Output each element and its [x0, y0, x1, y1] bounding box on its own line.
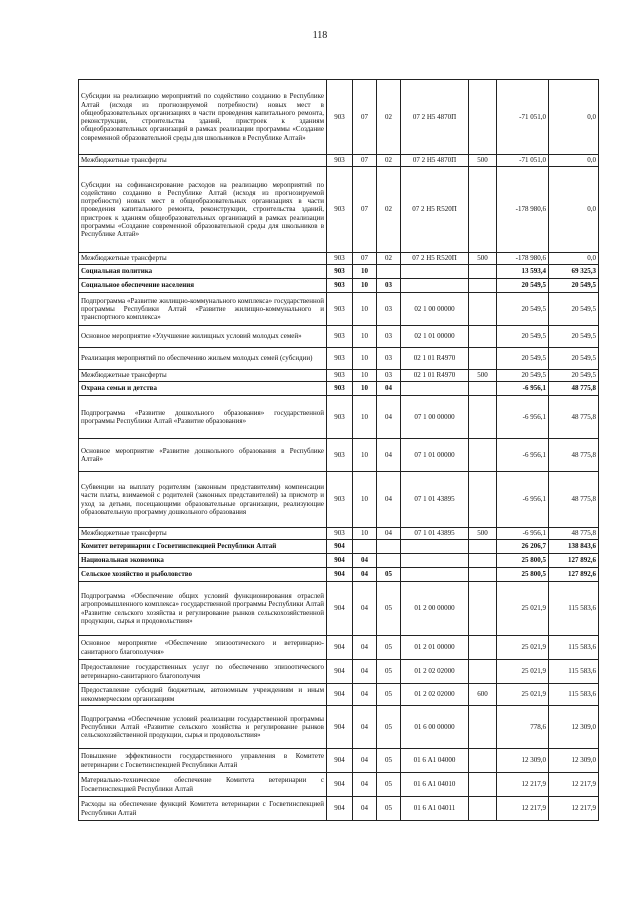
row-section-code: 04	[353, 684, 377, 706]
row-subsection-code: 04	[377, 472, 401, 528]
row-target-article-code	[401, 265, 469, 279]
row-amount-1: 25 021,9	[497, 582, 549, 636]
row-target-article-code: 07 2 Н5 4870П	[401, 155, 469, 167]
page-number: 118	[312, 30, 328, 41]
row-target-article-code	[401, 540, 469, 554]
row-expense-type-code	[469, 554, 497, 568]
row-name: Основное мероприятие «Улучшение жилищных условий молодых семей»	[79, 326, 327, 348]
row-name: Реализация мероприятий по обеспечению жильем молодых семей (субсидии)	[79, 348, 327, 370]
row-section-code: 04	[353, 706, 377, 749]
row-expense-type-code	[469, 293, 497, 326]
row-grbs-code: 903	[327, 326, 353, 348]
table-row	[79, 636, 599, 660]
row-amount-2: 20 549,5	[549, 370, 599, 382]
row-grbs-code: 903	[327, 80, 353, 155]
row-subsection-code: 03	[377, 326, 401, 348]
row-section-code: 10	[353, 348, 377, 370]
table-row	[79, 684, 599, 706]
row-section-code: 10	[353, 265, 377, 279]
row-amount-2: 115 583,6	[549, 582, 599, 636]
row-expense-type-code	[469, 797, 497, 821]
row-name: Подпрограмма «Обеспечение общих условий функционирования отраслей агропромышленного комплекса» государственной программы Республики Алтай «Развитие сельского хозяйства и регулирование рынков сельскохозяйственной продукции, сырья и продовольствия»	[79, 582, 327, 636]
row-name: Подпрограмма «Обеспечение условий реализации государственной программы Республики Алтай «Развитие сельского хозяйства и регулирование рынков сельскохозяйственной продукции, сырья и продовольствия»	[79, 706, 327, 749]
row-section-code: 10	[353, 326, 377, 348]
row-section-code: 10	[353, 439, 377, 472]
row-amount-1: 25 800,5	[497, 568, 549, 582]
row-target-article-code: 07 2 Н5 R520П	[401, 253, 469, 265]
row-amount-1: -178 980,6	[497, 253, 549, 265]
row-target-article-code	[401, 554, 469, 568]
row-subsection-code: 02	[377, 253, 401, 265]
row-grbs-code: 903	[327, 396, 353, 439]
row-grbs-code: 904	[327, 706, 353, 749]
row-expense-type-code: 500	[469, 370, 497, 382]
row-target-article-code: 01 2 01 00000	[401, 636, 469, 660]
table-row	[79, 293, 599, 326]
table-row	[79, 706, 599, 749]
row-expense-type-code: 500	[469, 528, 497, 540]
row-amount-2: 115 583,6	[549, 684, 599, 706]
row-name: Расходы на обеспечение функций Комитета ветеринарии с Госветинспекцией Республики Алтай	[79, 797, 327, 821]
table-row	[79, 660, 599, 684]
row-target-article-code: 07 1 01 43895	[401, 528, 469, 540]
row-amount-1: -6 956,1	[497, 396, 549, 439]
table-row	[79, 528, 599, 540]
row-subsection-code: 03	[377, 348, 401, 370]
row-name: Межбюджетные трансферты	[79, 155, 327, 167]
row-expense-type-code: 500	[469, 253, 497, 265]
row-target-article-code: 07 1 01 43895	[401, 472, 469, 528]
table-row	[79, 568, 599, 582]
row-subsection-code: 05	[377, 636, 401, 660]
row-amount-1: 12 217,9	[497, 797, 549, 821]
table-row	[79, 797, 599, 821]
row-expense-type-code	[469, 636, 497, 660]
row-grbs-code: 903	[327, 348, 353, 370]
row-expense-type-code: 600	[469, 684, 497, 706]
row-name: Подпрограмма «Развитие жилищно-коммунального комплекса» государственной программы Республики Алтай «Развитие жилищно-коммунального и транспортного комплекса»	[79, 293, 327, 326]
row-amount-1: -6 956,1	[497, 439, 549, 472]
row-expense-type-code: 500	[469, 155, 497, 167]
row-amount-1: 12 217,9	[497, 773, 549, 797]
row-grbs-code: 904	[327, 554, 353, 568]
row-expense-type-code	[469, 167, 497, 253]
row-name: Межбюджетные трансферты	[79, 370, 327, 382]
row-target-article-code: 01 6 00 00000	[401, 706, 469, 749]
row-subsection-code: 02	[377, 155, 401, 167]
row-name: Социальная политика	[79, 265, 327, 279]
row-section-code: 07	[353, 253, 377, 265]
row-grbs-code: 903	[327, 528, 353, 540]
row-section-code: 10	[353, 472, 377, 528]
row-amount-2: 0,0	[549, 80, 599, 155]
row-subsection-code: 04	[377, 396, 401, 439]
row-target-article-code	[401, 382, 469, 396]
row-section-code: 10	[353, 293, 377, 326]
row-amount-1: -71 051,0	[497, 80, 549, 155]
row-grbs-code: 904	[327, 636, 353, 660]
row-expense-type-code	[469, 706, 497, 749]
row-amount-2: 115 583,6	[549, 660, 599, 684]
row-section-code: 04	[353, 568, 377, 582]
row-subsection-code	[377, 554, 401, 568]
row-expense-type-code	[469, 749, 497, 773]
table-row	[79, 167, 599, 253]
row-subsection-code: 03	[377, 370, 401, 382]
row-grbs-code: 904	[327, 568, 353, 582]
row-amount-1: 25 800,5	[497, 554, 549, 568]
row-amount-2: 20 549,5	[549, 293, 599, 326]
row-amount-2: 48 775,8	[549, 472, 599, 528]
table-row	[79, 439, 599, 472]
row-grbs-code: 904	[327, 797, 353, 821]
row-section-code: 04	[353, 797, 377, 821]
table-row	[79, 370, 599, 382]
table-row	[79, 554, 599, 568]
row-target-article-code: 01 2 02 02000	[401, 660, 469, 684]
row-section-code: 10	[353, 528, 377, 540]
row-target-article-code: 01 6 А1 04010	[401, 773, 469, 797]
row-grbs-code: 903	[327, 155, 353, 167]
row-name: Сельское хозяйство и рыболовство	[79, 568, 327, 582]
row-subsection-code: 03	[377, 279, 401, 293]
row-section-code: 04	[353, 749, 377, 773]
row-grbs-code: 904	[327, 540, 353, 554]
row-subsection-code: 02	[377, 167, 401, 253]
row-amount-2: 0,0	[549, 253, 599, 265]
row-expense-type-code	[469, 540, 497, 554]
table-row	[79, 396, 599, 439]
row-subsection-code: 02	[377, 80, 401, 155]
row-amount-1: 778,6	[497, 706, 549, 749]
row-subsection-code: 05	[377, 582, 401, 636]
row-name: Основное мероприятие «Обеспечение эпизоотического и ветеринарно-санитарного благополучия»	[79, 636, 327, 660]
row-amount-1: 20 549,5	[497, 279, 549, 293]
row-subsection-code: 05	[377, 660, 401, 684]
table-row	[79, 326, 599, 348]
table-row	[79, 80, 599, 155]
row-amount-1: -6 956,1	[497, 382, 549, 396]
table-row	[79, 773, 599, 797]
table-row	[79, 540, 599, 554]
row-expense-type-code	[469, 660, 497, 684]
row-name: Основное мероприятие «Развитие дошкольного образования в Республике Алтай»	[79, 439, 327, 472]
table-row	[79, 348, 599, 370]
row-expense-type-code	[469, 279, 497, 293]
row-subsection-code: 04	[377, 382, 401, 396]
row-section-code: 04	[353, 773, 377, 797]
row-grbs-code: 903	[327, 279, 353, 293]
row-name: Подпрограмма «Развитие дошкольного образования» государственной программы Республики Алтай «Развитие образования»	[79, 396, 327, 439]
row-name: Материально-техническое обеспечение Комитета ветеринарии с Госветинспекцией Республики Алтай	[79, 773, 327, 797]
row-subsection-code: 05	[377, 773, 401, 797]
row-amount-1: -178 980,6	[497, 167, 549, 253]
row-amount-2: 115 583,6	[549, 636, 599, 660]
row-name: Субвенции на выплату родителям (законным представителям) компенсации части платы, взимаемой с родителей (законных представителей) за присмотр и уход за детьми, посещающими образовательные организации, реализующие образовательную программу дошкольного образования	[79, 472, 327, 528]
row-section-code: 07	[353, 80, 377, 155]
row-target-article-code: 01 6 А1 04000	[401, 749, 469, 773]
budget-table-body	[79, 80, 599, 821]
row-section-code	[353, 540, 377, 554]
table-row	[79, 749, 599, 773]
row-name: Охрана семьи и детства	[79, 382, 327, 396]
row-amount-1: 20 549,5	[497, 293, 549, 326]
row-section-code: 07	[353, 155, 377, 167]
row-grbs-code: 903	[327, 265, 353, 279]
row-expense-type-code	[469, 326, 497, 348]
budget-table	[78, 79, 599, 821]
row-grbs-code: 903	[327, 382, 353, 396]
row-amount-2: 20 549,5	[549, 348, 599, 370]
row-amount-2: 12 309,0	[549, 749, 599, 773]
row-name: Национальная экономика	[79, 554, 327, 568]
table-row	[79, 265, 599, 279]
row-name: Предоставление государственных услуг по обеспечению эпизоотического ветеринарно-санитарного благополучия	[79, 660, 327, 684]
row-subsection-code: 05	[377, 797, 401, 821]
row-amount-2: 138 843,6	[549, 540, 599, 554]
table-row	[79, 582, 599, 636]
row-amount-2: 12 217,9	[549, 773, 599, 797]
row-amount-1: 26 206,7	[497, 540, 549, 554]
row-expense-type-code	[469, 472, 497, 528]
row-target-article-code: 07 1 00 00000	[401, 396, 469, 439]
row-subsection-code: 03	[377, 293, 401, 326]
row-amount-1: 20 549,5	[497, 348, 549, 370]
row-section-code: 10	[353, 396, 377, 439]
row-name: Социальное обеспечение населения	[79, 279, 327, 293]
row-expense-type-code	[469, 265, 497, 279]
table-row	[79, 472, 599, 528]
table-row	[79, 279, 599, 293]
row-amount-2: 20 549,5	[549, 326, 599, 348]
row-name: Повышение эффективности государственного управления в Комитете ветеринарии с Госветинспекцией Республики Алтай	[79, 749, 327, 773]
row-grbs-code: 903	[327, 253, 353, 265]
row-name: Комитет ветеринарии с Госветинспекцией Республики Алтай	[79, 540, 327, 554]
row-amount-2: 48 775,8	[549, 528, 599, 540]
row-target-article-code: 02 1 01 R4970	[401, 370, 469, 382]
row-amount-2: 69 325,3	[549, 265, 599, 279]
row-subsection-code: 04	[377, 528, 401, 540]
row-amount-1: -6 956,1	[497, 472, 549, 528]
row-amount-2: 48 775,8	[549, 439, 599, 472]
row-section-code: 04	[353, 554, 377, 568]
row-amount-2: 127 892,6	[549, 554, 599, 568]
row-section-code: 10	[353, 370, 377, 382]
row-target-article-code: 07 2 Н5 4870П	[401, 80, 469, 155]
row-target-article-code: 07 1 01 00000	[401, 439, 469, 472]
row-target-article-code	[401, 568, 469, 582]
row-target-article-code	[401, 279, 469, 293]
row-amount-1: 25 021,9	[497, 636, 549, 660]
row-name: Межбюджетные трансферты	[79, 253, 327, 265]
row-subsection-code	[377, 265, 401, 279]
row-subsection-code: 05	[377, 568, 401, 582]
row-name: Субсидии на софинансирование расходов на реализацию мероприятий по содействию созданию в Республике Алтай (исходя из прогнозируемой потребности) новых мест в общеобразовательных организациях в части проведения капитального ремонта, реконструкции, строительства зданий, пристроек к зданиям общеобразовательных организаций в рамках реализации программы «Создание современной образовательной среды для школьников в Республике Алтай»	[79, 167, 327, 253]
row-amount-2: 0,0	[549, 155, 599, 167]
row-subsection-code: 05	[377, 749, 401, 773]
row-section-code: 04	[353, 582, 377, 636]
row-amount-2: 20 549,5	[549, 279, 599, 293]
row-subsection-code	[377, 540, 401, 554]
row-subsection-code: 05	[377, 684, 401, 706]
row-expense-type-code	[469, 568, 497, 582]
row-target-article-code: 07 2 Н5 R520П	[401, 167, 469, 253]
row-grbs-code: 904	[327, 773, 353, 797]
row-target-article-code: 01 6 А1 04011	[401, 797, 469, 821]
row-amount-1: 12 309,0	[497, 749, 549, 773]
row-amount-1: 20 549,5	[497, 370, 549, 382]
row-target-article-code: 02 1 00 00000	[401, 293, 469, 326]
row-grbs-code: 904	[327, 660, 353, 684]
row-amount-2: 12 217,9	[549, 797, 599, 821]
row-name: Предоставление субсидий бюджетным, автономным учреждениям и иным некоммерческим организациям	[79, 684, 327, 706]
table-row	[79, 253, 599, 265]
row-amount-2: 0,0	[549, 167, 599, 253]
row-name: Межбюджетные трансферты	[79, 528, 327, 540]
row-subsection-code: 04	[377, 439, 401, 472]
row-section-code: 10	[353, 279, 377, 293]
row-name: Субсидии на реализацию мероприятий по содействию созданию в Республике Алтай (исходя из прогнозируемой потребности) новых мест в общеобразовательных организациях в части проведения капитального ремонта, реконструкции, строительства зданий, пристроек к зданиям общеобразовательных организаций в рамках реализации программы «Создание современной образовательной среды для школьников в Республике Алтай»	[79, 80, 327, 155]
row-amount-1: 25 021,9	[497, 660, 549, 684]
row-expense-type-code	[469, 396, 497, 439]
row-grbs-code: 903	[327, 293, 353, 326]
row-expense-type-code	[469, 773, 497, 797]
row-amount-1: -71 051,0	[497, 155, 549, 167]
row-section-code: 10	[353, 382, 377, 396]
row-section-code: 04	[353, 636, 377, 660]
row-target-article-code: 01 2 00 00000	[401, 582, 469, 636]
row-target-article-code: 02 1 01 R4970	[401, 348, 469, 370]
row-amount-2: 48 775,8	[549, 396, 599, 439]
row-amount-2: 48 775,8	[549, 382, 599, 396]
row-grbs-code: 903	[327, 439, 353, 472]
row-amount-2: 127 892,6	[549, 568, 599, 582]
row-expense-type-code	[469, 582, 497, 636]
table-row	[79, 382, 599, 396]
row-grbs-code: 903	[327, 472, 353, 528]
table-row	[79, 155, 599, 167]
row-target-article-code: 01 2 02 02000	[401, 684, 469, 706]
row-amount-1: 25 021,9	[497, 684, 549, 706]
row-section-code: 04	[353, 660, 377, 684]
row-amount-2: 12 309,0	[549, 706, 599, 749]
row-expense-type-code	[469, 382, 497, 396]
row-expense-type-code	[469, 348, 497, 370]
row-amount-1: 13 593,4	[497, 265, 549, 279]
row-target-article-code: 02 1 01 00000	[401, 326, 469, 348]
row-amount-1: 20 549,5	[497, 326, 549, 348]
row-grbs-code: 903	[327, 370, 353, 382]
row-grbs-code: 904	[327, 684, 353, 706]
row-subsection-code: 05	[377, 706, 401, 749]
row-grbs-code: 904	[327, 582, 353, 636]
row-expense-type-code	[469, 80, 497, 155]
row-grbs-code: 903	[327, 167, 353, 253]
row-section-code: 07	[353, 167, 377, 253]
row-amount-1: -6 956,1	[497, 528, 549, 540]
row-grbs-code: 904	[327, 749, 353, 773]
row-expense-type-code	[469, 439, 497, 472]
